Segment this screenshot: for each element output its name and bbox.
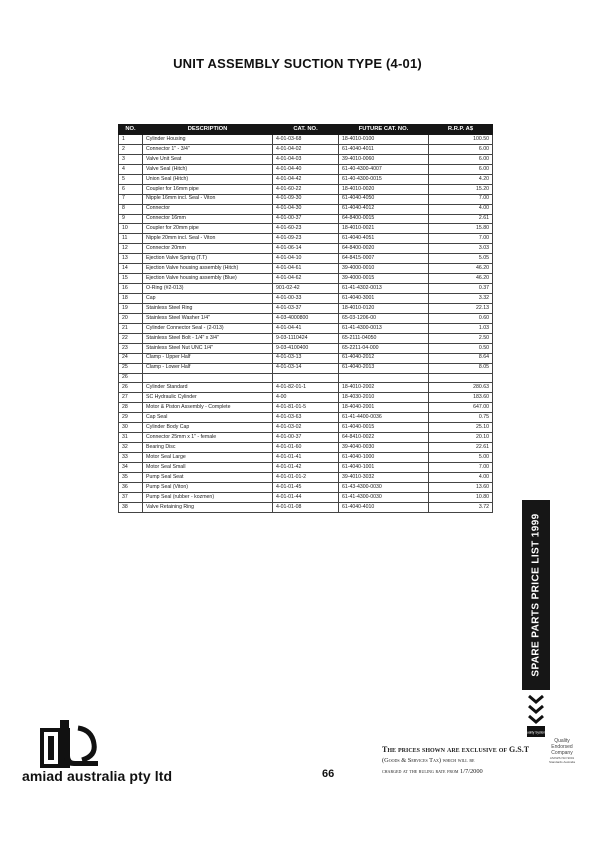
cell-future-cat-no: 18-4040-2001: [339, 403, 429, 413]
cell-future-cat-no: 61-4040-4010: [339, 502, 429, 512]
cell-rrp: 3.72: [429, 502, 493, 512]
cell-future-cat-no: 39-4010-0060: [339, 154, 429, 164]
cell-cat-no: 4-01-00-37: [273, 433, 339, 443]
table-row: [119, 294, 493, 304]
cell-rrp: 2.61: [429, 214, 493, 224]
table-row: [119, 264, 493, 274]
cell-description: Motor Seal Large: [143, 453, 273, 463]
cell-future-cat-no: 61-4040-1000: [339, 453, 429, 463]
cell-rrp: 4.00: [429, 472, 493, 482]
qa-certifier: Standards Australia: [548, 760, 575, 764]
cell-no: 26: [119, 373, 143, 383]
cell-no: 28: [119, 403, 143, 413]
cell-no: 31: [119, 433, 143, 443]
cell-rrp: 4.00: [429, 204, 493, 214]
qa-line-2: Endorsed: [551, 744, 573, 750]
cell-rrp: 7.00: [429, 234, 493, 244]
cell-rrp: 280.63: [429, 383, 493, 393]
table-row: [119, 343, 493, 353]
cell-description: Cylinder Connector Seal - (2-013): [143, 323, 273, 333]
table-row: [119, 234, 493, 244]
table-row: [119, 284, 493, 294]
table-row: [119, 423, 493, 433]
qa-line-1: Quality: [554, 738, 570, 744]
quality-badge-text: Quality Systems: [524, 730, 548, 735]
cell-rrp: 100.50: [429, 135, 493, 145]
column-header-no: NO.: [119, 125, 143, 135]
table-row: [119, 502, 493, 512]
column-header-description: DESCRIPTION: [143, 125, 273, 135]
table-row: [119, 403, 493, 413]
cell-description: Ejection Valve housing assembly (Hitch): [143, 264, 273, 274]
cell-cat-no: 4-01-01-45: [273, 482, 339, 492]
cell-cat-no: 4-01-60-23: [273, 224, 339, 234]
cell-description: Ejection Valve Spring (T.T): [143, 254, 273, 264]
cell-rrp: 10.80: [429, 492, 493, 502]
cell-cat-no: 901-02-42: [273, 284, 339, 294]
cell-cat-no: 4-01-81-01-5: [273, 403, 339, 413]
cell-cat-no: 4-01-04-62: [273, 274, 339, 284]
cell-no: 11: [119, 234, 143, 244]
table-row: [119, 303, 493, 313]
page-title: UNIT ASSEMBLY SUCTION TYPE (4-01): [173, 56, 422, 71]
cell-description: Connector 16mm: [143, 214, 273, 224]
cell-future-cat-no: 18-4010-0021: [339, 224, 429, 234]
cell-future-cat-no: 61-41-4300-0013: [339, 323, 429, 333]
cell-rrp: 2.50: [429, 333, 493, 343]
table-row: [119, 373, 493, 383]
cell-future-cat-no: 61-41-4302-0013: [339, 284, 429, 294]
cell-cat-no: 4-01-04-02: [273, 144, 339, 154]
cell-no: 36: [119, 482, 143, 492]
cell-description: Cylinder Body Cap: [143, 423, 273, 433]
cell-rrp: 46.20: [429, 264, 493, 274]
cell-rrp: 8.64: [429, 353, 493, 363]
table-row: [119, 184, 493, 194]
cell-cat-no: 4-01-06-14: [273, 244, 339, 254]
cell-cat-no: 4-01-03-13: [273, 353, 339, 363]
cell-no: 35: [119, 472, 143, 482]
cell-rrp: 1.03: [429, 323, 493, 333]
cell-description: Stainless Steel Ring: [143, 303, 273, 313]
cell-future-cat-no: 61-40-4300-0015: [339, 174, 429, 184]
cell-no: 38: [119, 502, 143, 512]
page-number: 66: [322, 768, 335, 780]
cell-future-cat-no: 18-4010-0120: [339, 303, 429, 313]
cell-cat-no: 9-03-4100400: [273, 343, 339, 353]
cell-rrp: 46.20: [429, 274, 493, 284]
gst-notice: [382, 744, 532, 777]
cell-description: Connector: [143, 204, 273, 214]
cell-no: 10: [119, 224, 143, 234]
table-row: [119, 164, 493, 174]
cell-description: Motor & Piston Assembly - Complete: [143, 403, 273, 413]
cell-future-cat-no: 61-4040-1001: [339, 462, 429, 472]
cell-rrp: 183.60: [429, 393, 493, 403]
cell-description: Pump Seal (Viton): [143, 482, 273, 492]
cell-no: 26: [119, 383, 143, 393]
cell-no: 20: [119, 313, 143, 323]
cell-description: Stainless Steel Washer 1/4": [143, 313, 273, 323]
cell-no: 2: [119, 144, 143, 154]
cell-description: Connector 20mm: [143, 244, 273, 254]
cell-no: 34: [119, 462, 143, 472]
cell-description: Cap Seal: [143, 413, 273, 423]
table-row: [119, 135, 493, 145]
qa-line-3: Company: [551, 750, 573, 756]
cell-future-cat-no: 61-4040-2012: [339, 353, 429, 363]
cell-cat-no: 4-01-01-42: [273, 462, 339, 472]
side-banner: [522, 500, 550, 690]
cell-description: [143, 373, 273, 383]
cell-cat-no: 9-03-1110424: [273, 333, 339, 343]
cell-cat-no: 4-01-09-23: [273, 234, 339, 244]
cell-no: 24: [119, 353, 143, 363]
cell-description: Motor Seal Small: [143, 462, 273, 472]
cell-no: 33: [119, 453, 143, 463]
cell-rrp: 647.00: [429, 403, 493, 413]
cell-rrp: 20.10: [429, 433, 493, 443]
cell-rrp: 25.10: [429, 423, 493, 433]
cell-no: 23: [119, 343, 143, 353]
cell-rrp: 6.00: [429, 154, 493, 164]
column-header-rrp: R.R.P. A$: [429, 125, 493, 135]
table-row: [119, 274, 493, 284]
cell-cat-no: 4-01-09-30: [273, 194, 339, 204]
company-name: amiad australia pty ltd: [22, 768, 173, 784]
cell-future-cat-no: 64-8400-0015: [339, 214, 429, 224]
table-row: [119, 254, 493, 264]
cell-cat-no: 4-01-04-61: [273, 264, 339, 274]
cell-rrp: 13.60: [429, 482, 493, 492]
cell-rrp: 7.00: [429, 194, 493, 204]
cell-future-cat-no: 64-8415-0007: [339, 254, 429, 264]
cell-future-cat-no: 61-4040-2013: [339, 363, 429, 373]
cell-no: 1: [119, 135, 143, 145]
cell-cat-no: 4-01-03-02: [273, 423, 339, 433]
cell-future-cat-no: 61-4040-4050: [339, 194, 429, 204]
table-row: [119, 393, 493, 403]
cell-rrp: 22.13: [429, 303, 493, 313]
cell-cat-no: 4-01-01-60: [273, 443, 339, 453]
cell-cat-no: 4-01-01-08: [273, 502, 339, 512]
cell-description: Connector 25mm x 1" - female: [143, 433, 273, 443]
cell-no: 32: [119, 443, 143, 453]
cell-description: Stainless Steel Bolt - 1/4" x 3/4": [143, 333, 273, 343]
cell-no: 9: [119, 214, 143, 224]
cell-cat-no: 4-01-04-40: [273, 164, 339, 174]
table-row: [119, 482, 493, 492]
cell-description: Valve Retaining Ring: [143, 502, 273, 512]
cell-cat-no: [273, 373, 339, 383]
quality-endorsed-badge: [537, 738, 587, 764]
table-row: [119, 194, 493, 204]
cell-rrp: 15.20: [429, 184, 493, 194]
table-row: [119, 204, 493, 214]
cell-description: Nipple 16mm incl. Seal - Viton: [143, 194, 273, 204]
table-row: [119, 462, 493, 472]
cell-future-cat-no: 61-40-4300-4007: [339, 164, 429, 174]
cell-future-cat-no: 39-4040-0030: [339, 443, 429, 453]
cell-description: Pump Seal Seat: [143, 472, 273, 482]
side-banner-text: SPARE PARTS PRICE LIST 1999: [530, 513, 542, 677]
gst-notice-line-1: The prices shown are exclusive of G.S.T: [382, 745, 530, 754]
cell-description: Coupler for 20mm pipe: [143, 224, 273, 234]
cell-rrp: 3.03: [429, 244, 493, 254]
table-row: [119, 363, 493, 373]
cell-cat-no: 4-01-82-01-1: [273, 383, 339, 393]
cell-no: 37: [119, 492, 143, 502]
cell-description: Clamp - Upper Half: [143, 353, 273, 363]
cell-rrp: 15.80: [429, 224, 493, 234]
cell-cat-no: 4-01-00-37: [273, 214, 339, 224]
cell-no: 14: [119, 264, 143, 274]
cell-description: Valve Seal (Hitch): [143, 164, 273, 174]
cell-description: Nipple 20mm incl. Seal - Viton: [143, 234, 273, 244]
cell-future-cat-no: 39-4000-0010: [339, 264, 429, 274]
cell-cat-no: 4-01-03-37: [273, 303, 339, 313]
cell-description: Union Seal (Hitch): [143, 174, 273, 184]
cell-rrp: 3.32: [429, 294, 493, 304]
cell-no: 12: [119, 244, 143, 254]
cell-rrp: 8.05: [429, 363, 493, 373]
cell-rrp: 6.00: [429, 144, 493, 154]
cell-future-cat-no: [339, 373, 429, 383]
cell-future-cat-no: 65-2111-04050: [339, 333, 429, 343]
cell-no: 21: [119, 323, 143, 333]
cell-future-cat-no: 61-4040-4012: [339, 204, 429, 214]
table-row: [119, 313, 493, 323]
gst-notice-line-2: (Goods & Services Tax) which will be: [382, 757, 475, 764]
cell-rrp: 6.00: [429, 164, 493, 174]
cell-cat-no: 4-01-01-41: [273, 453, 339, 463]
cell-cat-no: 4-01-03-68: [273, 135, 339, 145]
table-row: [119, 383, 493, 393]
cell-description: SC Hydraulic Cylinder: [143, 393, 273, 403]
cell-cat-no: 4-01-04-30: [273, 204, 339, 214]
cell-cat-no: 4-01-03-63: [273, 413, 339, 423]
cell-no: 25: [119, 363, 143, 373]
table-row: [119, 323, 493, 333]
cell-rrp: 5.00: [429, 453, 493, 463]
table-body: [119, 135, 493, 513]
table-row: [119, 453, 493, 463]
cell-cat-no: 4-01-03-14: [273, 363, 339, 373]
cell-cat-no: 4-01-04-03: [273, 154, 339, 164]
cell-future-cat-no: 61-41-4400-0036: [339, 413, 429, 423]
cell-rrp: 0.75: [429, 413, 493, 423]
cell-cat-no: 4-01-60-22: [273, 184, 339, 194]
cell-no: 19: [119, 303, 143, 313]
cell-description: O-Ring (#2-013): [143, 284, 273, 294]
cell-rrp: [429, 373, 493, 383]
table-row: [119, 144, 493, 154]
table-row: [119, 174, 493, 184]
cell-no: 4: [119, 164, 143, 174]
table-row: [119, 413, 493, 423]
cell-no: 6: [119, 184, 143, 194]
cell-future-cat-no: 61-41-4300-0030: [339, 492, 429, 502]
cell-description: Valve Unit Seat: [143, 154, 273, 164]
quality-systems-chevrons: [526, 692, 546, 738]
parts-table: [118, 124, 493, 513]
cell-description: Stainless Steel Nut UNC 1/4": [143, 343, 273, 353]
cell-no: 8: [119, 204, 143, 214]
cell-description: Cylinder Housing: [143, 135, 273, 145]
amiad-logo-icon: [40, 718, 102, 770]
gst-notice-line-3: charged at the ruling rate from 1/7/2000: [382, 768, 483, 775]
cell-description: Cap: [143, 294, 273, 304]
cell-rrp: 0.50: [429, 343, 493, 353]
cell-future-cat-no: 18-4010-0020: [339, 184, 429, 194]
cell-description: Bearing Disc: [143, 443, 273, 453]
cell-no: 7: [119, 194, 143, 204]
cell-rrp: 7.00: [429, 462, 493, 472]
cell-description: Connector 1" - 3/4": [143, 144, 273, 154]
cell-no: 5: [119, 174, 143, 184]
table-row: [119, 154, 493, 164]
cell-no: 13: [119, 254, 143, 264]
cell-rrp: 0.37: [429, 284, 493, 294]
cell-future-cat-no: 39-4010-3032: [339, 472, 429, 482]
table-row: [119, 492, 493, 502]
table-row: [119, 353, 493, 363]
cell-future-cat-no: 65-03-1206-00: [339, 313, 429, 323]
cell-rrp: 5.05: [429, 254, 493, 264]
cell-future-cat-no: 61-4040-4051: [339, 234, 429, 244]
cell-description: Ejection Valve housing assembly (Blue): [143, 274, 273, 284]
cell-cat-no: 4-01-04-42: [273, 174, 339, 184]
cell-rrp: 22.61: [429, 443, 493, 453]
cell-cat-no: 4-01-04-10: [273, 254, 339, 264]
table-row: [119, 433, 493, 443]
cell-cat-no: 4-03-4000800: [273, 313, 339, 323]
cell-no: 27: [119, 393, 143, 403]
cell-future-cat-no: 18-4010-2002: [339, 383, 429, 393]
cell-future-cat-no: 61-4040-4011: [339, 144, 429, 154]
cell-future-cat-no: 18-4010-0100: [339, 135, 429, 145]
cell-cat-no: 4-01-00-33: [273, 294, 339, 304]
cell-cat-no: 4-01-04-41: [273, 323, 339, 333]
table-header-row: [119, 125, 493, 135]
cell-future-cat-no: 61-4040-3001: [339, 294, 429, 304]
cell-no: 30: [119, 423, 143, 433]
table-row: [119, 472, 493, 482]
cell-future-cat-no: 64-8410-0022: [339, 433, 429, 443]
cell-no: 18: [119, 294, 143, 304]
cell-no: 16: [119, 284, 143, 294]
cell-description: Coupler for 16mm pipe: [143, 184, 273, 194]
table-row: [119, 443, 493, 453]
column-header-cat-no: CAT. NO.: [273, 125, 339, 135]
cell-future-cat-no: 39-4000-0015: [339, 274, 429, 284]
cell-future-cat-no: 18-4030-2010: [339, 393, 429, 403]
table-row: [119, 214, 493, 224]
table-row: [119, 224, 493, 234]
qa-standard: AS/NZS ISO 9001: [549, 756, 575, 760]
cell-rrp: 4.20: [429, 174, 493, 184]
cell-description: Pump Seal (rubber - kozmen): [143, 492, 273, 502]
cell-future-cat-no: 65-2211-04-000: [339, 343, 429, 353]
cell-no: 22: [119, 333, 143, 343]
cell-no: 15: [119, 274, 143, 284]
column-header-future-cat-no: FUTURE CAT. NO.: [339, 125, 429, 135]
cell-cat-no: 4-01-01-01-2: [273, 472, 339, 482]
cell-rrp: 0.60: [429, 313, 493, 323]
cell-cat-no: 4-00: [273, 393, 339, 403]
cell-no: 29: [119, 413, 143, 423]
cell-cat-no: 4-01-01-44: [273, 492, 339, 502]
cell-description: Cylinder Standard: [143, 383, 273, 393]
cell-future-cat-no: 61-43-4300-0030: [339, 482, 429, 492]
cell-description: Clamp - Lower Half: [143, 363, 273, 373]
cell-future-cat-no: 61-4040-0015: [339, 423, 429, 433]
cell-no: 3: [119, 154, 143, 164]
cell-future-cat-no: 64-8400-0020: [339, 244, 429, 254]
table-row: [119, 244, 493, 254]
table-row: [119, 333, 493, 343]
